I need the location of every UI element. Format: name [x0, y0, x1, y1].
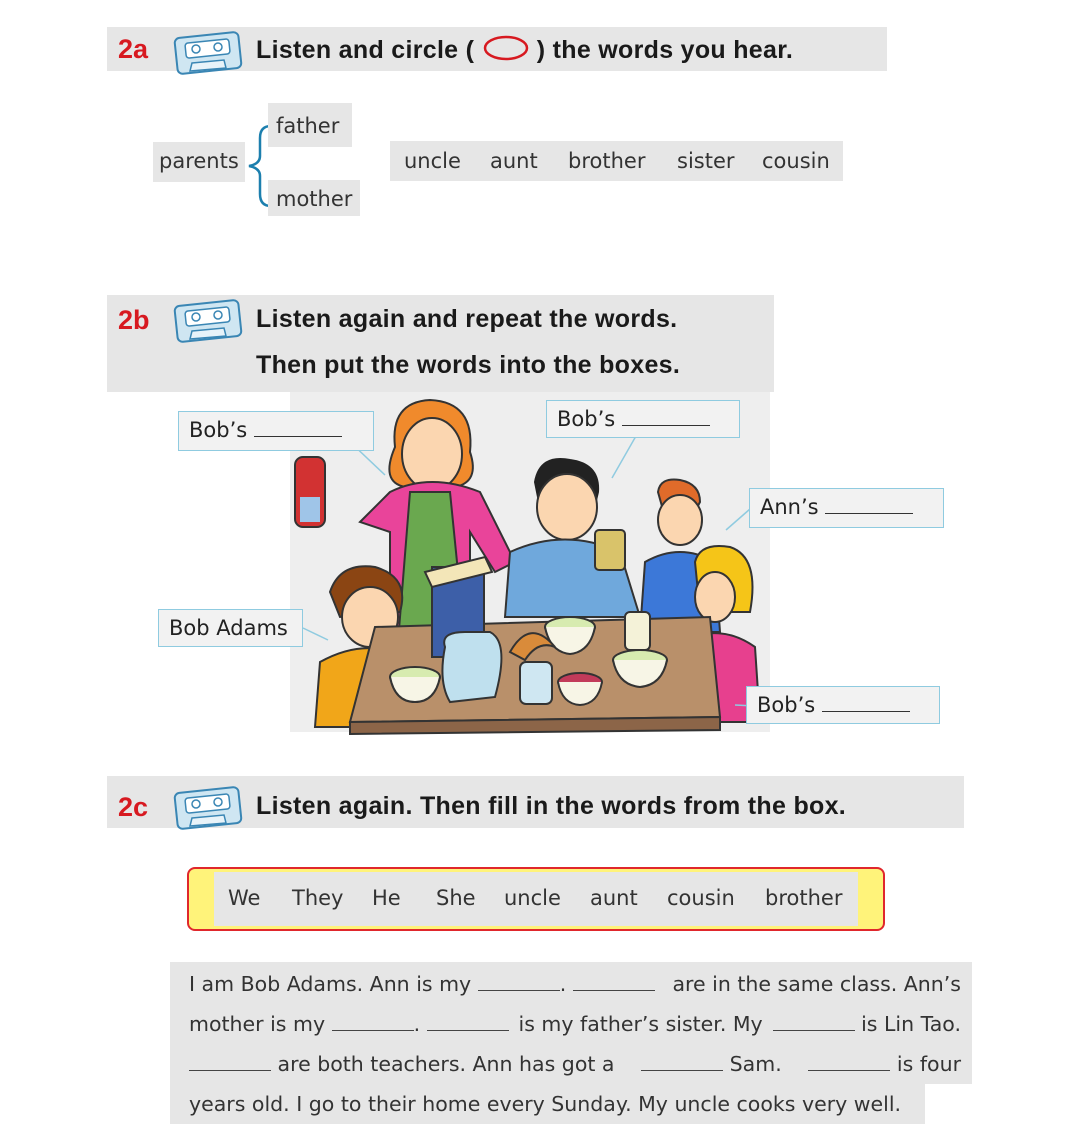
section-number-2a: 2a: [118, 34, 149, 64]
word-uncle: uncle: [404, 149, 461, 173]
text-segment: is my father’s sister. My: [518, 1012, 763, 1036]
word-box-aunt: aunt: [590, 886, 638, 910]
word-father: father: [276, 114, 340, 138]
paragraph-line-3: [189, 1044, 961, 1084]
word-brother: brother: [568, 149, 646, 173]
text-segment: are in the same class. Ann’s: [672, 972, 961, 996]
answer-blank[interactable]: [189, 1052, 271, 1071]
text-segment: Sam.: [729, 1052, 782, 1076]
word-mother: mother: [276, 187, 353, 211]
word-parents: parents: [159, 149, 239, 173]
text-segment: is Lin Tao.: [861, 1012, 961, 1036]
word-box-they: They: [292, 886, 344, 910]
answer-blank[interactable]: [254, 420, 342, 437]
word-box-he: He: [372, 886, 401, 910]
label-box-top-left: [178, 411, 374, 451]
text-segment: are both teachers. Ann has got a: [277, 1052, 615, 1076]
label-left-text: Bob Adams: [169, 616, 288, 640]
text-segment: mother is my: [189, 1012, 326, 1036]
label-box-bottom-right: [746, 686, 940, 724]
paragraph-line-1: I am Bob Adams. Ann is my . are in the same class. Ann’s: [189, 964, 961, 1004]
instruction-2b-line2: Then put the words into the boxes.: [256, 351, 681, 379]
word-box-we: We: [228, 886, 261, 910]
paragraph-line-2: mother is my . is my father’s sister. My is Lin Tao.: [189, 1004, 961, 1044]
answer-blank[interactable]: [773, 1012, 855, 1031]
word-cousin: cousin: [762, 149, 830, 173]
label-top-right-text: Bob’s: [557, 407, 616, 431]
text-segment: is four: [896, 1052, 961, 1076]
answer-blank[interactable]: [808, 1052, 890, 1071]
answer-blank[interactable]: [641, 1052, 723, 1071]
answer-blank[interactable]: [825, 497, 913, 514]
instruction-2a-end: ) the words you hear.: [536, 36, 794, 65]
answer-blank[interactable]: [478, 972, 560, 991]
answer-blank[interactable]: [427, 1012, 509, 1031]
section-number-2b: 2b: [118, 305, 150, 335]
word-box-brother: brother: [765, 886, 843, 910]
word-box-uncle: uncle: [504, 886, 561, 910]
label-box-right: [749, 488, 944, 528]
answer-blank[interactable]: [622, 409, 710, 426]
section-number-2c: 2c: [118, 792, 149, 822]
word-box-cousin: cousin: [667, 886, 735, 910]
label-box-left: [158, 609, 303, 647]
cassette-icon: [172, 785, 244, 835]
word-sister: sister: [677, 149, 735, 173]
label-top-left-text: Bob’s: [189, 418, 248, 442]
paragraph-line-4: years old. I go to their home every Sunday. My uncle cooks very well.: [189, 1092, 902, 1116]
answer-blank[interactable]: [822, 695, 910, 712]
text-segment: I am Bob Adams. Ann is my: [189, 972, 472, 996]
label-box-top-right: [546, 400, 740, 438]
answer-blank[interactable]: [573, 972, 655, 991]
instruction-2a-start: Listen and circle (: [256, 36, 475, 65]
word-aunt: aunt: [490, 149, 538, 173]
word-box-she: She: [436, 886, 476, 910]
instruction-2c: Listen again. Then fill in the words from the box.: [256, 792, 847, 820]
label-bottom-right-text: Bob’s: [757, 693, 816, 717]
answer-blank[interactable]: [332, 1012, 414, 1031]
instruction-2b-line1: Listen again and repeat the words.: [256, 305, 678, 333]
label-right-text: Ann’s: [760, 495, 819, 519]
